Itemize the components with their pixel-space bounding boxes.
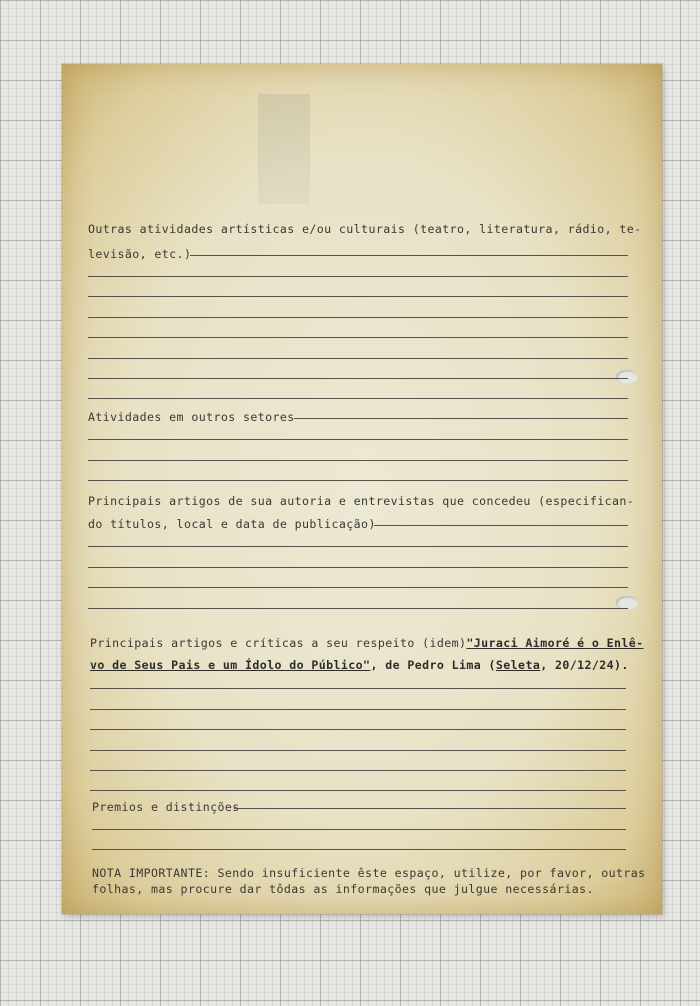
answer-line bbox=[90, 790, 626, 791]
punch-hole-upper bbox=[616, 370, 638, 384]
articles-about-label-line1 bbox=[90, 636, 644, 650]
answer-line bbox=[190, 255, 628, 256]
important-note-line1: NOTA IMPORTANTE: Sendo insuficiente êste espaço, utilize, por favor, outras bbox=[92, 866, 646, 880]
answer-line bbox=[234, 808, 626, 809]
answer-line bbox=[88, 480, 628, 481]
own-articles-label-line2: do títulos, local e data de publicação) bbox=[88, 517, 376, 531]
answer-line bbox=[88, 439, 628, 440]
answer-line bbox=[88, 358, 628, 359]
answer-line bbox=[90, 770, 626, 771]
answer-line bbox=[88, 567, 628, 568]
answer-line bbox=[88, 398, 628, 399]
answer-line bbox=[92, 849, 626, 850]
answer-line bbox=[90, 729, 626, 730]
answer-line bbox=[88, 296, 628, 297]
typed-article-author: , de Pedro Lima ( bbox=[370, 658, 496, 672]
other-activities-label-line1: Outras atividades artísticas e/ou culturais (teatro, literatura, rádio, te- bbox=[88, 222, 642, 236]
answer-line bbox=[88, 546, 628, 547]
typed-article-title-part2: vo de Seus Pais e um Ídolo do Público" bbox=[90, 658, 371, 672]
answer-line bbox=[88, 460, 628, 461]
answer-line bbox=[294, 418, 628, 419]
answer-line bbox=[88, 337, 628, 338]
articles-about-typed-line2 bbox=[90, 658, 629, 672]
important-note-line2: folhas, mas procure dar tôdas as informações que julgue necessárias. bbox=[92, 882, 594, 896]
typed-publication-date: , 20/12/24). bbox=[540, 658, 629, 672]
answer-line bbox=[88, 608, 628, 609]
faded-stamp-mark bbox=[258, 94, 310, 204]
other-sectors-label: Atividades em outros setores bbox=[88, 410, 295, 424]
awards-label: Premios e distinções bbox=[92, 800, 240, 814]
articles-about-label: Principais artigos e críticas a seu respeito (idem) bbox=[90, 636, 467, 650]
form-sheet bbox=[62, 64, 662, 914]
answer-line bbox=[374, 525, 628, 526]
answer-line bbox=[88, 276, 628, 277]
answer-line bbox=[90, 709, 626, 710]
answer-line bbox=[90, 750, 626, 751]
other-activities-label-line2: levisão, etc.) bbox=[88, 247, 192, 261]
own-articles-label-line1: Principais artigos de sua autoria e entrevistas que concedeu (especifican- bbox=[88, 494, 635, 508]
typed-publication-name: Seleta bbox=[495, 658, 541, 672]
answer-line bbox=[88, 587, 628, 588]
answer-line bbox=[90, 688, 626, 689]
answer-line bbox=[92, 829, 626, 830]
answer-line bbox=[88, 317, 628, 318]
answer-line bbox=[88, 378, 628, 379]
typed-article-title-part1: "Juraci Aimoré é o Enlê- bbox=[466, 636, 644, 650]
